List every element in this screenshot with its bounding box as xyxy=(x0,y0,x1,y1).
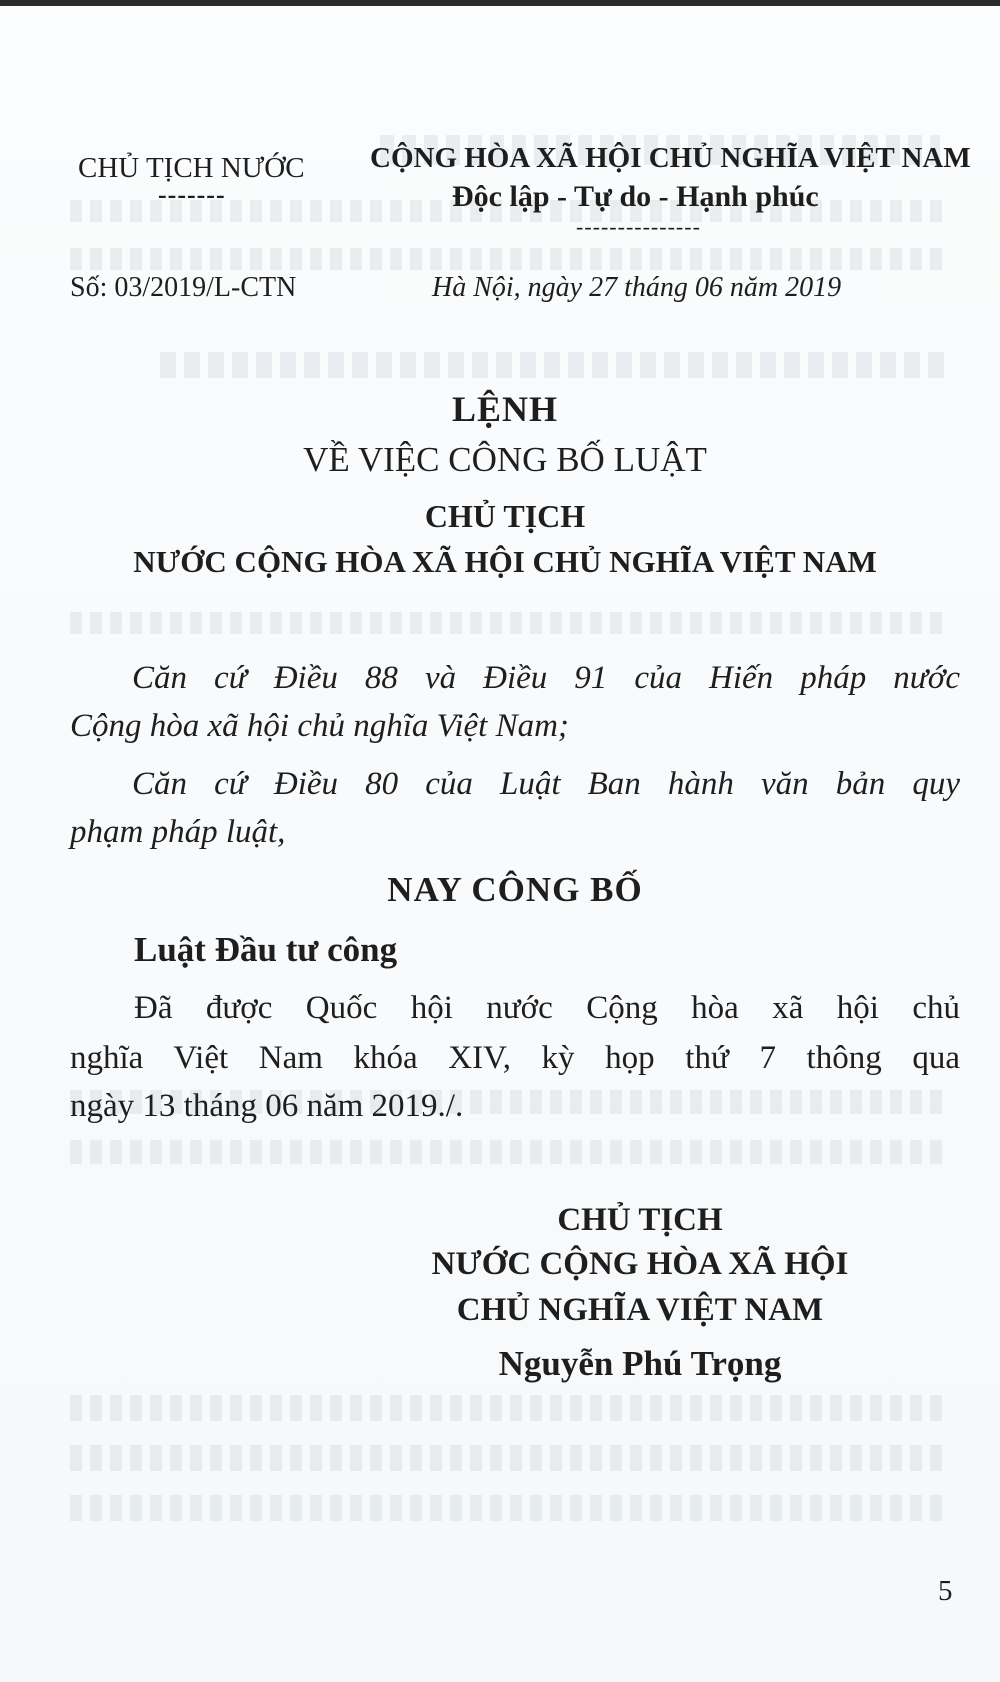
bleed-through-texture xyxy=(70,1495,950,1521)
document-number: Số: 03/2019/L-CTN xyxy=(70,272,297,303)
page-number: 5 xyxy=(938,1575,953,1607)
signer-name: Nguyễn Phú Trọng xyxy=(498,1344,782,1383)
document-type-title: LỆNH xyxy=(451,389,559,429)
top-edge xyxy=(0,0,1000,6)
signer-title-1: CHỦ TỊCH xyxy=(557,1202,723,1238)
bleed-through-texture xyxy=(70,248,950,270)
basis-paragraph-1-line-1: Căn cứ Điều 88 và Điều 91 của Hiến pháp nước xyxy=(132,660,960,696)
law-name: Luật Đầu tư công xyxy=(134,930,398,969)
document-subject: VỀ VIỆC CÔNG BỐ LUẬT xyxy=(303,440,707,479)
nation-name: CỘNG HÒA XÃ HỘI CHỦ NGHĨA VIỆT NAM xyxy=(370,142,971,174)
issuer-label: CHỦ TỊCH NƯỚC xyxy=(78,152,305,184)
adoption-line-1: Đã được Quốc hội nước Cộng hòa xã hội chủ xyxy=(134,990,960,1026)
authority-country: NƯỚC CỘNG HÒA XÃ HỘI CHỦ NGHĨA VIỆT NAM xyxy=(133,544,877,579)
place-and-date: Hà Nội, ngày 27 tháng 06 năm 2019 xyxy=(432,272,842,303)
authority-title: CHỦ TỊCH xyxy=(424,498,586,534)
bleed-through-texture xyxy=(160,352,950,378)
signer-title-3: CHỦ NGHĨA VIỆT NAM xyxy=(456,1292,824,1328)
bleed-through-texture xyxy=(70,612,950,634)
bleed-through-texture xyxy=(70,1140,950,1164)
signer-title-2: NƯỚC CỘNG HÒA XÃ HỘI xyxy=(431,1246,849,1282)
basis-paragraph-2-line-2: phạm pháp luật, xyxy=(70,814,286,850)
adoption-line-2: nghĩa Việt Nam khóa XIV, kỳ họp thứ 7 thông qua xyxy=(70,1040,960,1076)
basis-paragraph-1-line-2: Cộng hòa xã hội chủ nghĩa Việt Nam; xyxy=(70,708,569,744)
bleed-through-texture xyxy=(70,1395,950,1421)
promulgation-heading: NAY CÔNG BỐ xyxy=(387,870,643,909)
national-motto: Độc lập - Tự do - Hạnh phúc xyxy=(452,180,819,213)
adoption-line-3: ngày 13 tháng 06 năm 2019./. xyxy=(70,1088,464,1124)
basis-paragraph-2-line-1: Căn cứ Điều 80 của Luật Ban hành văn bản quy xyxy=(132,766,960,802)
bleed-through-texture xyxy=(70,1445,950,1471)
motto-underline: --------------- xyxy=(576,214,701,239)
issuer-underline: ------- xyxy=(158,180,226,209)
